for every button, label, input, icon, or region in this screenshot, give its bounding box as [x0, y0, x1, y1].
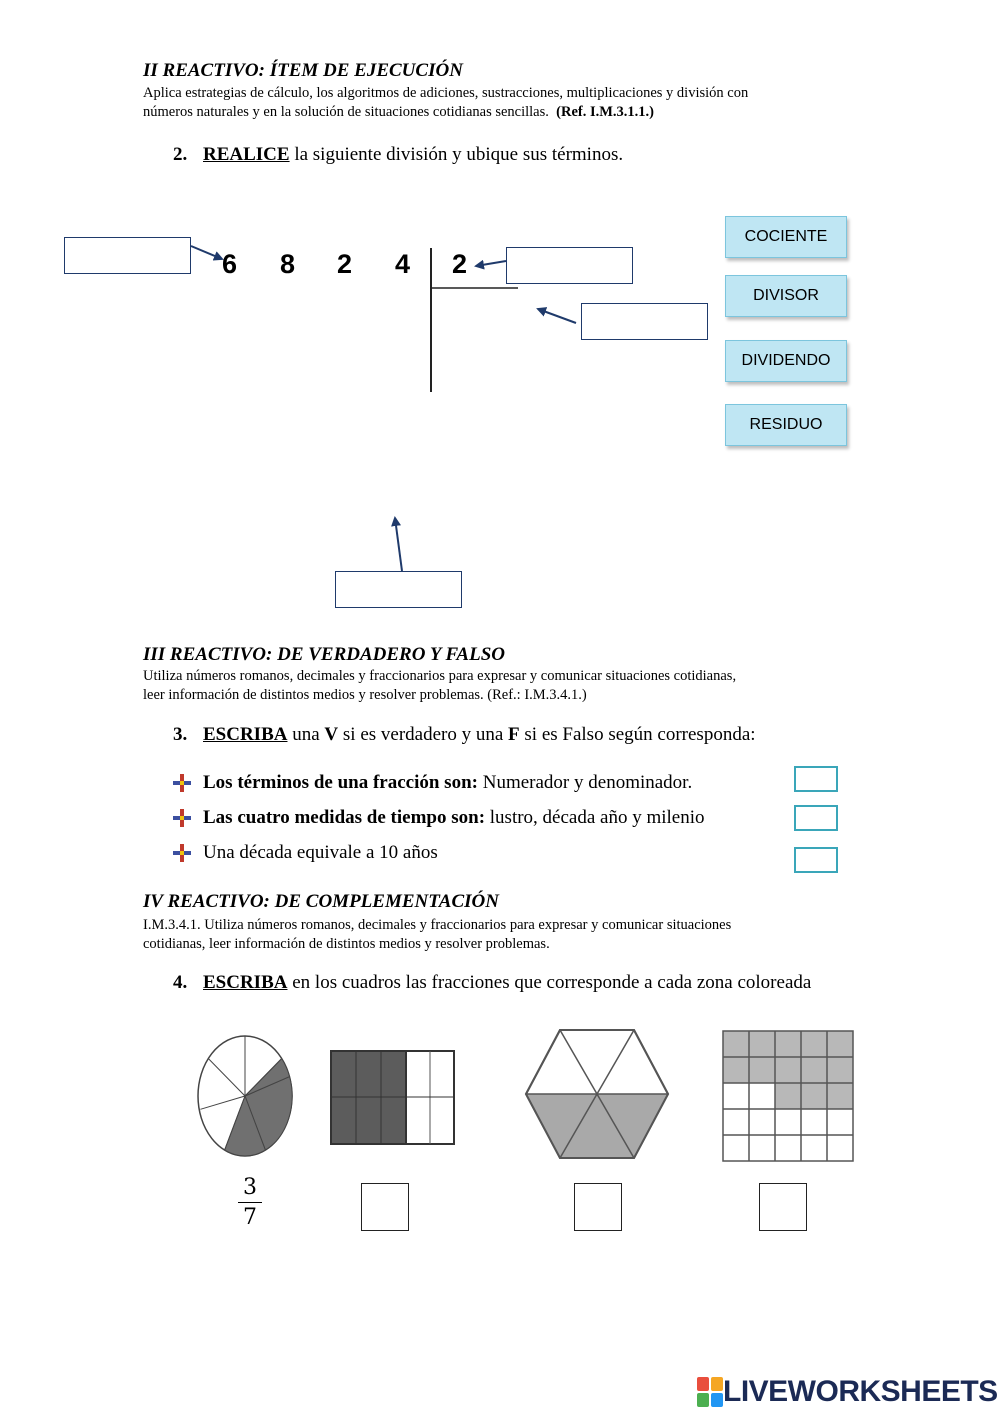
section2-desc-line2: [143, 103, 863, 122]
bullet-icon: [172, 843, 192, 863]
liveworksheets-logo-icon: [697, 1377, 723, 1407]
arrow-quotient: [538, 309, 576, 323]
hexagon-shape: [522, 1026, 672, 1164]
bullet-icon: [172, 773, 192, 793]
dividend-digit-4: 4: [395, 249, 411, 279]
liveworksheets-logo-text: LIVEWORKSHEETS: [723, 1375, 998, 1408]
question-4: [173, 972, 811, 994]
question-4-number: 4.: [173, 972, 188, 993]
section3-desc-line2: leer información de distintos medios y resolver problemas. (Ref.: I.M.3.4.1.): [143, 687, 587, 703]
question-3-verb: ESCRIBA: [203, 724, 288, 745]
dividend-digit-1: 6: [222, 249, 238, 279]
vf-item-2-text: lustro, década año y milenio: [485, 807, 705, 828]
section3-description: [143, 667, 863, 705]
liveworksheets-logo: [697, 1375, 998, 1409]
section4-desc-line2: cotidianas, leer información de distintos medios y resolver problemas.: [143, 936, 550, 952]
bullet-icon: [172, 808, 192, 828]
dividend-digit-3: 2: [337, 249, 353, 279]
section2-desc-line2-text: números naturales y en la solución de situaciones cotidianas sencillas.: [143, 104, 549, 120]
question-2: [173, 144, 623, 166]
question-3: [173, 724, 756, 746]
question-3-text-1: una: [287, 724, 325, 745]
vf-answer-3[interactable]: [794, 847, 838, 873]
question-4-verb: ESCRIBA: [203, 972, 288, 993]
divisor-digit: 2: [452, 249, 468, 279]
question-4-text: en los cuadros las fracciones que corresponde a cada zona coloreada: [287, 972, 812, 993]
dropzone-dividend[interactable]: [64, 237, 191, 274]
question-2-text: la siguiente división y ubique sus términos.: [289, 144, 624, 165]
section2-description: [143, 84, 863, 122]
section4-desc-line1: I.M.3.4.1. Utiliza números romanos, decimales y fraccionarios para expresar y comunicar situaciones: [143, 917, 732, 933]
section3-desc-line1: Utiliza números romanos, decimales y fraccionarios para expresar y comunicar situaciones cotidianas,: [143, 668, 737, 684]
tag-cociente[interactable]: COCIENTE: [725, 216, 847, 258]
vf-answer-2[interactable]: [794, 805, 838, 831]
fraction-answer-rectangle[interactable]: [361, 1183, 409, 1231]
tag-divisor[interactable]: DIVISOR: [725, 275, 847, 317]
question-2-number: 2.: [173, 144, 188, 165]
section2-title: II REACTIVO: ÍTEM DE EJECUCIÓN: [143, 60, 463, 81]
section4-description: [143, 916, 863, 954]
section2-ref: (Ref. I.M.3.1.1.): [556, 104, 654, 120]
dropzone-residue[interactable]: [335, 571, 462, 608]
fraction-bar: [238, 1202, 262, 1203]
tag-dividendo[interactable]: DIVIDENDO: [725, 340, 847, 382]
fraction-answer-grid[interactable]: [759, 1183, 807, 1231]
arrow-residue: [395, 518, 402, 571]
vf-item-1-text: Numerador y denominador.: [477, 772, 693, 793]
vf-item-3: Una década equivale a 10 años: [203, 842, 438, 863]
dropzone-divisor[interactable]: [506, 247, 633, 284]
dropzone-quotient[interactable]: [581, 303, 708, 340]
vf-item-2-bold: Las cuatro medidas de tiempo son:: [203, 807, 486, 828]
grid-shape: [720, 1028, 860, 1166]
section4-title: IV REACTIVO: DE COMPLEMENTACIÓN: [143, 891, 499, 912]
pie-shape: [195, 1030, 299, 1158]
section3-title: III REACTIVO: DE VERDADERO Y FALSO: [143, 644, 505, 665]
dividend-digit-2: 8: [280, 249, 296, 279]
example-fraction: [236, 1175, 264, 1230]
question-3-text-3: si es Falso según corresponda:: [519, 724, 756, 745]
example-numerator: 3: [243, 1175, 257, 1200]
tag-residuo[interactable]: RESIDUO: [725, 404, 847, 446]
arrow-divisor: [476, 261, 506, 266]
vf-item-1: [203, 772, 692, 794]
section2-desc-line1: Aplica estrategias de cálculo, los algoritmos de adiciones, sustracciones, multiplicaciones y división con: [143, 85, 749, 101]
question-3-v: V: [324, 724, 339, 745]
question-3-f: F: [508, 724, 520, 745]
vf-item-1-bold: Los términos de una fracción son:: [203, 772, 478, 793]
arrow-dividend: [191, 246, 222, 259]
vf-item-2: [203, 807, 705, 829]
question-2-verb: REALICE: [203, 144, 290, 165]
rectangle-shape: [330, 1050, 456, 1146]
example-denominator: 7: [243, 1205, 257, 1230]
vf-answer-1[interactable]: [794, 766, 838, 792]
fraction-answer-hexagon[interactable]: [574, 1183, 622, 1231]
question-3-number: 3.: [173, 724, 188, 745]
question-3-text-2: si es verdadero y una: [338, 724, 509, 745]
